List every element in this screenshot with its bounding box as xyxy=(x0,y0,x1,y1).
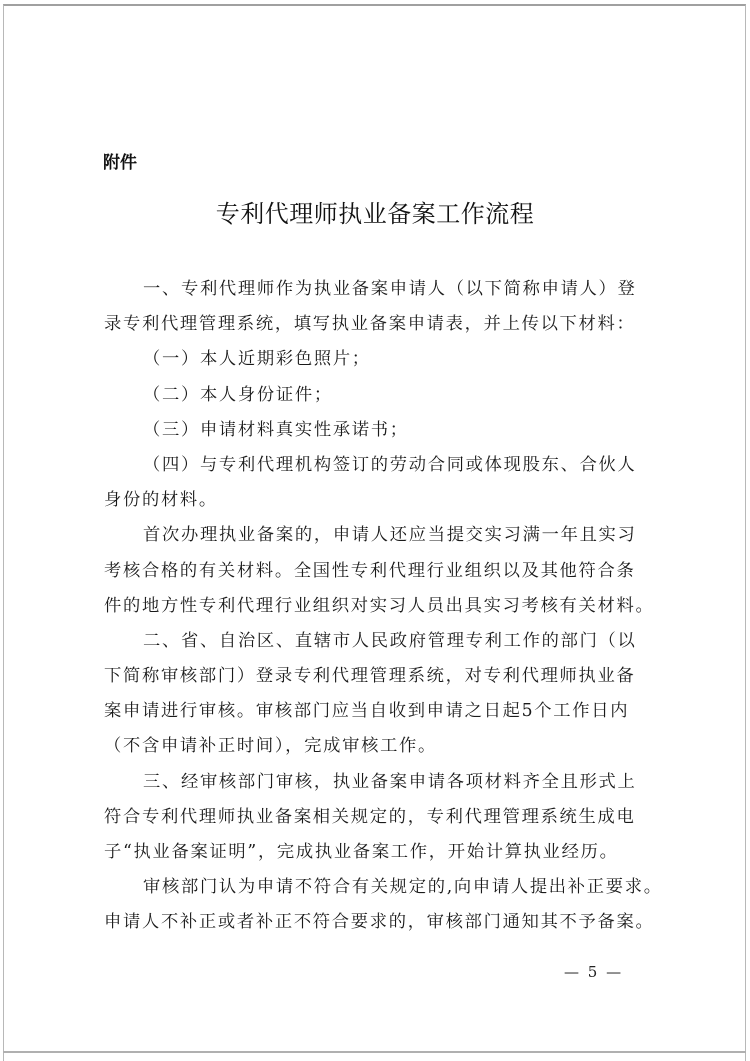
text-line: 二、省、自治区、直辖市人民政府管理专利工作的部门（以 xyxy=(143,630,637,651)
text-line: （二）本人身份证件； xyxy=(143,384,333,405)
text-line: 考核合格的有关材料。全国性专利代理行业组织以及其他符合条 xyxy=(104,560,636,581)
text-line: 子“执业备案证明”，完成执业备案工作，开始计算执业经历。 xyxy=(104,842,619,862)
text-line: 下简称审核部门）登录专利代理管理系统，对专利代理师执业备 xyxy=(104,666,636,687)
document-body xyxy=(104,272,664,941)
text-line: 身份的材料。 xyxy=(104,490,218,511)
text-line: 三、经审核部门审核，执业备案申请各项材料齐全且形式上 xyxy=(143,771,637,792)
text-line: （一）本人近期彩色照片； xyxy=(143,349,371,370)
text-line: 首次办理执业备案的，申请人还应当提交实习满一年且实习 xyxy=(143,525,637,546)
attachment-label: 附件 xyxy=(103,153,137,173)
page-number: — 5 — xyxy=(564,963,624,981)
page-bottom-border xyxy=(3,1051,746,1053)
text-line: （三）申请材料真实性承诺书； xyxy=(143,419,409,440)
text-line: 审核部门认为申请不符合有关规定的,向申请人提出补正要求。 xyxy=(143,877,663,898)
text-line: 件的地方性专利代理行业组织对实习人员出具实习考核有关材料。 xyxy=(104,595,655,616)
document-title: 专利代理师执业备案工作流程 xyxy=(215,200,535,228)
text-line: （不含申请补正时间），完成审核工作。 xyxy=(104,736,438,757)
text-line: 符合专利代理师执业备案相关规定的，专利代理管理系统生成电 xyxy=(104,806,636,827)
text-line: 录专利代理管理系统，填写执业备案申请表，并上传以下材料： xyxy=(104,314,636,335)
text-line: （四）与专利代理机构签订的劳动合同或体现股东、合伙人 xyxy=(143,454,637,475)
text-line: 案申请进行审核。审核部门应当自收到申请之日起5个工作日内 xyxy=(104,701,630,722)
text-line: 一、专利代理师作为执业备案申请人（以下简称申请人）登 xyxy=(143,279,637,299)
text-line: 申请人不补正或者补正不符合要求的，审核部门通知其不予备案。 xyxy=(104,912,655,933)
